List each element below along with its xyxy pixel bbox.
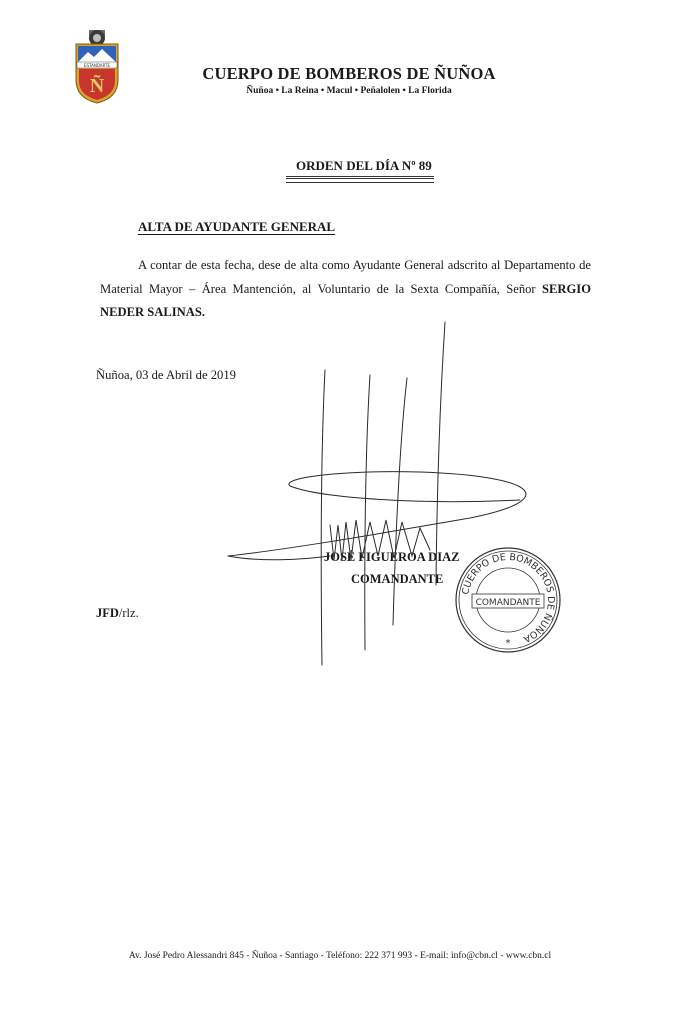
stamp-star: *: [505, 638, 511, 649]
stamp-center-text: COMANDANTE: [475, 598, 541, 608]
signatory-name: JOSÉ FIGUEROA DIAZ: [324, 550, 460, 564]
footer-contact-info: Av. José Pedro Alessandri 845 - Ñuñoa - Santiago - Teléfono: 222 371 993 - E-mail: info@cbn.cl - www.cbn.cl: [128, 951, 552, 961]
subject-heading: ALTA DE AYUDANTE GENERAL: [138, 219, 336, 234]
place-date-line: Ñuñoa, 03 de Abril de 2019: [96, 368, 236, 382]
crest-letter: Ñ: [89, 75, 105, 97]
volunteer-name: SERGIO NEDER SALINAS.: [100, 281, 591, 319]
initials-rest: /rlz.: [118, 606, 139, 620]
commander-round-stamp: [454, 546, 562, 654]
reference-initials: [96, 606, 139, 621]
crest-banner-text: ESTANDARTE: [83, 63, 111, 68]
institution-title: CUERPO DE BOMBEROS DE ÑUÑOA: [202, 64, 496, 83]
stamp-ring-text: CUERPO DE BOMBEROS DE ÑUÑOA: [460, 551, 557, 645]
order-of-day-title: ORDEN DEL DÍA Nº 89: [296, 158, 432, 173]
body-text: A contar de esta fecha, dese de alta como Ayudante General adscrito al Departamento de Material Mayor – Área Mantención, al Voluntario de la Sexta Compañía, Señor: [100, 258, 591, 296]
initials-bold: JFD: [96, 606, 119, 620]
title-double-rule: [286, 176, 434, 183]
institution-communes: Ñuñoa • La Reina • Macul • Peñalolen • La Florida: [246, 86, 452, 96]
body-paragraph: [100, 254, 591, 325]
signatory-role: COMANDANTE: [351, 572, 444, 586]
